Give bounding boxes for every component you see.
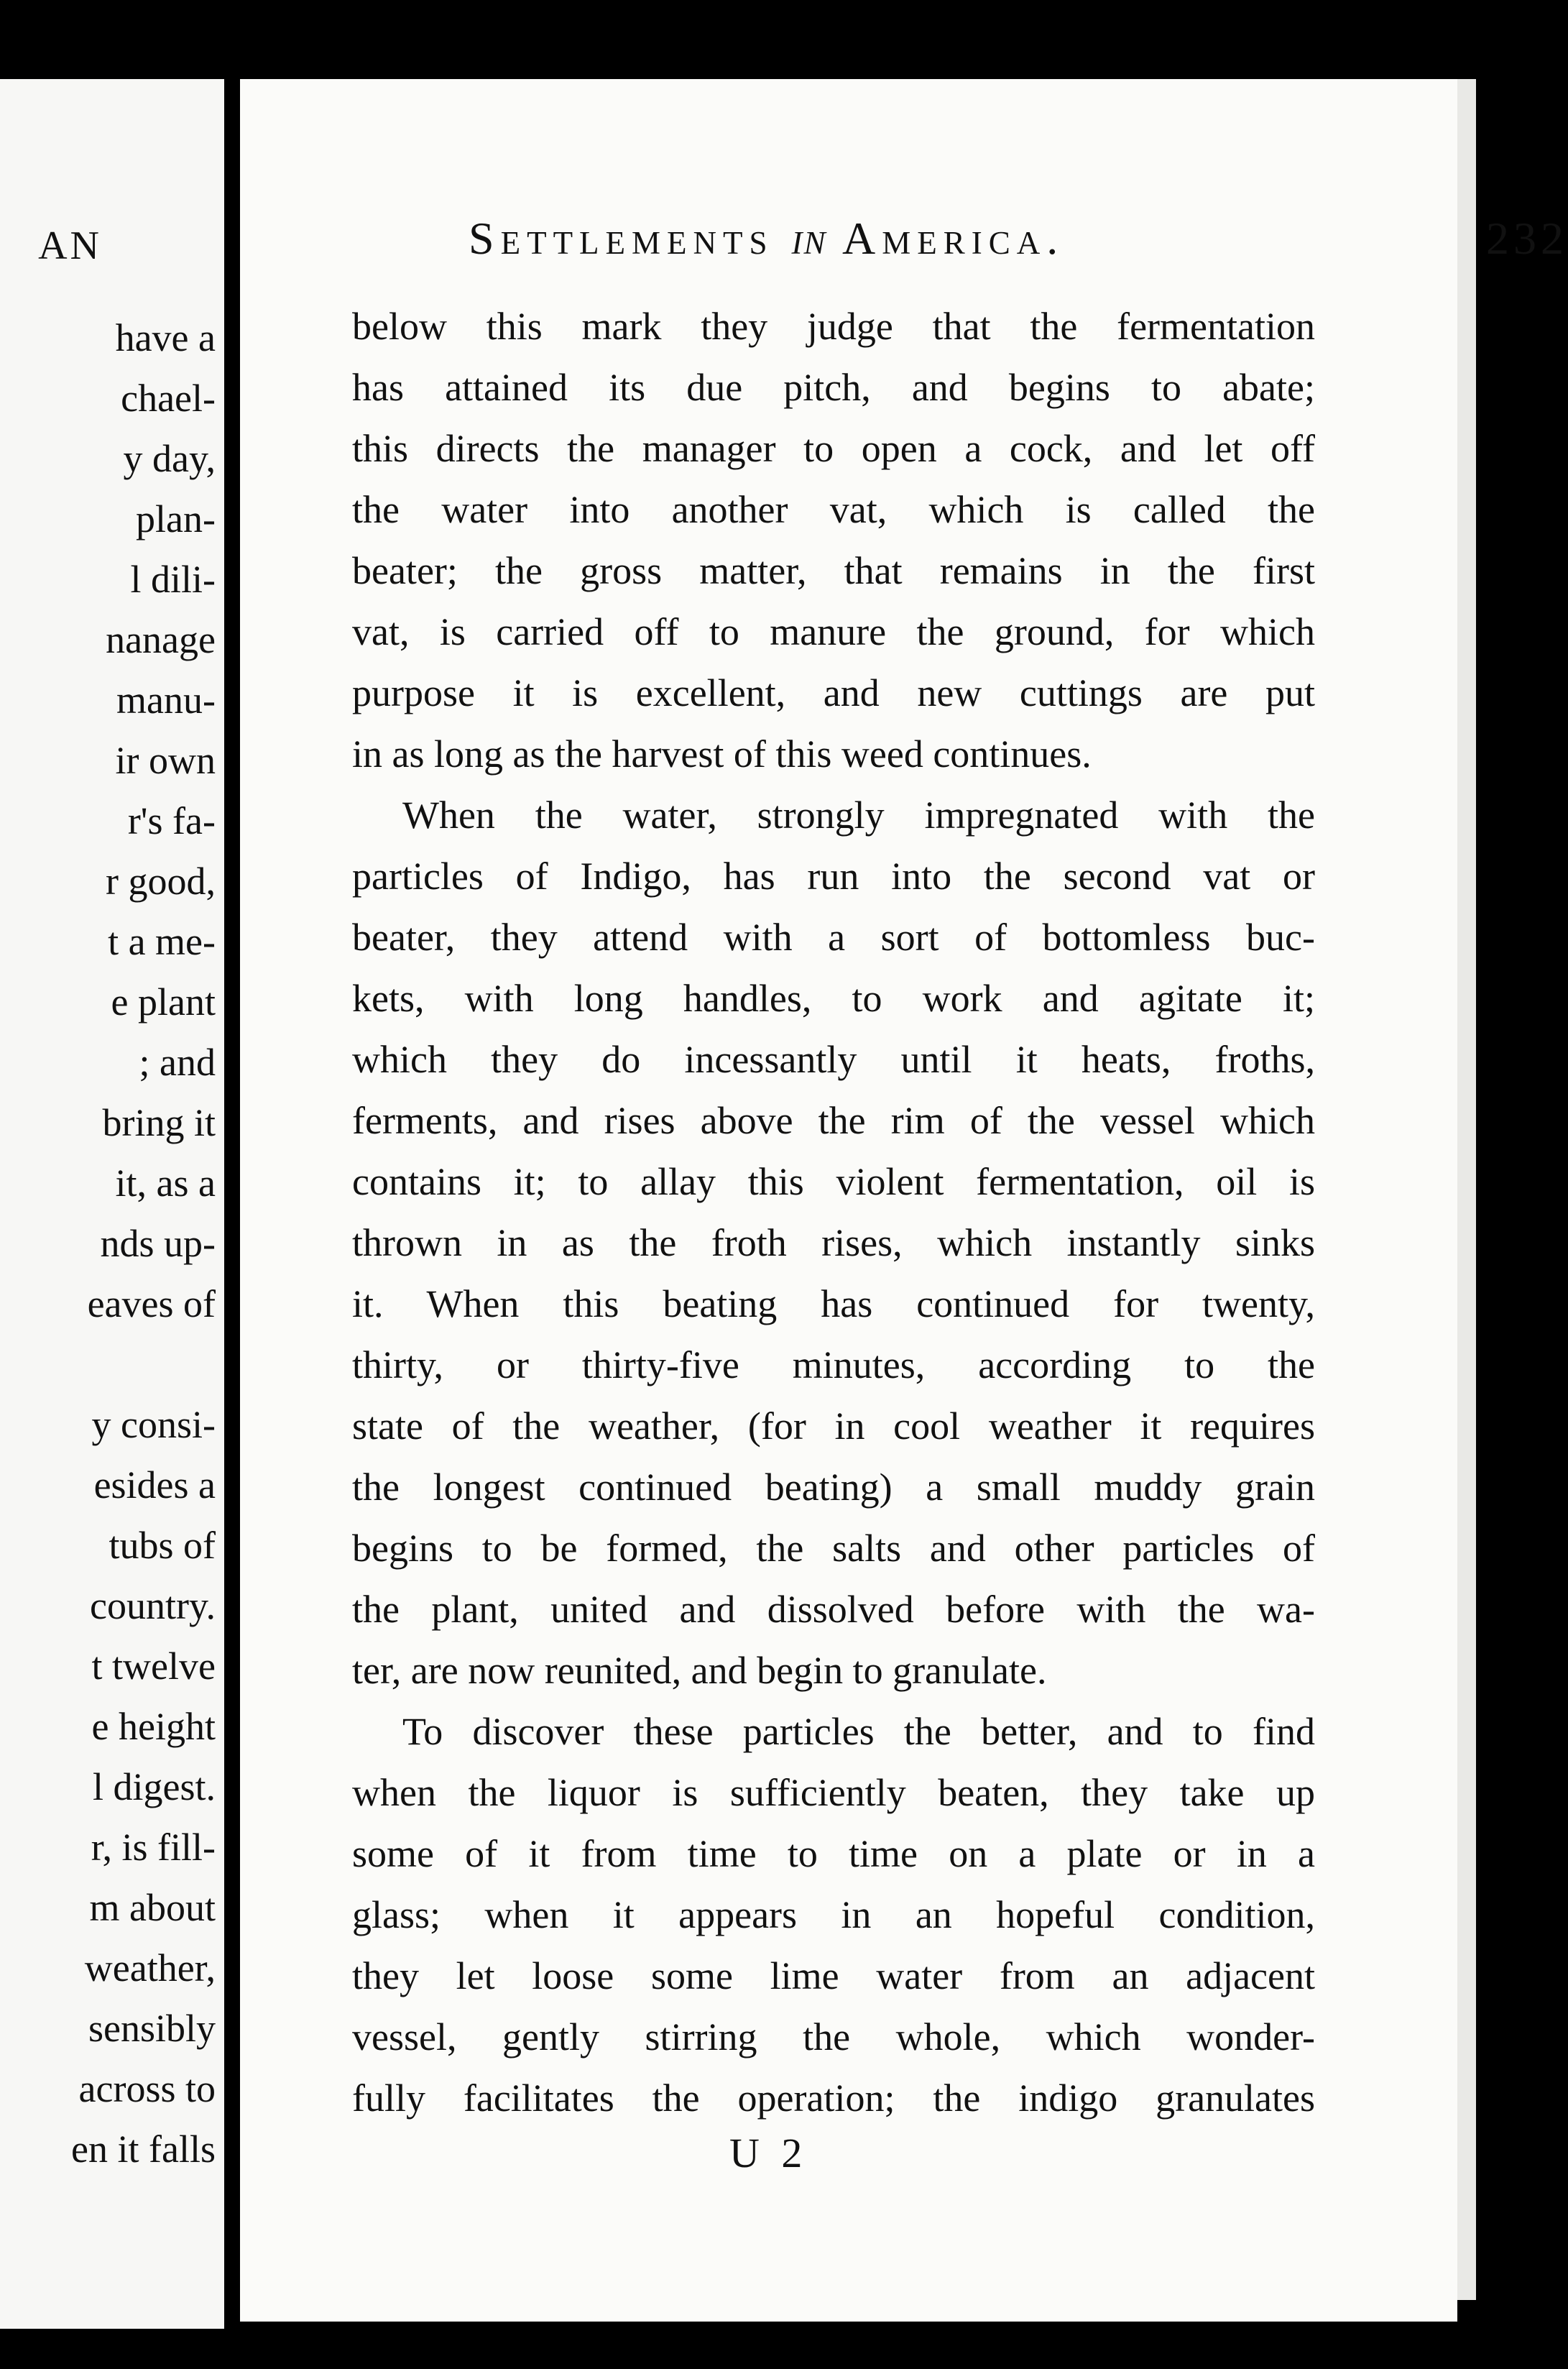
text-line: fully facilitates the operation; the indigo granulates [352,2076,1315,2120]
left-line: y consi- [91,1403,216,1446]
left-line: country. [90,1584,216,1627]
left-line: manu- [116,678,216,722]
text-line: ter, are now reunited, and begin to granulate. [352,1649,1047,1692]
left-line: eaves of [87,1282,216,1325]
page-edge [1457,79,1476,2300]
left-page-text [0,308,224,2179]
page-number: 232 [1486,213,1568,264]
left-line: ir own [115,739,216,782]
left-line: t a me- [108,920,216,963]
running-title-in: in [791,213,827,264]
left-line: m about [89,1886,216,1929]
text-line: beater, they attend with a sort of bottomless buc- [352,916,1315,959]
book-gutter [224,72,240,2336]
text-line: purpose it is excellent, and new cuttings are put [352,671,1315,714]
left-page [0,79,224,2329]
text-line: this directs the manager to open a cock, and let off [352,427,1315,470]
text-line: it. When this beating has continued for twenty, [352,1282,1315,1325]
left-line: sensibly [88,2007,216,2050]
text-line: the longest continued beating) a small muddy grain [352,1466,1315,1509]
left-line: bring it [102,1101,216,1144]
text-line: ferments, and rises above the rim of the vessel which [352,1099,1315,1142]
body-text [352,296,1315,2129]
left-line [0,1334,224,1394]
left-line: r, is fill- [91,1826,216,1869]
left-line: esides a [93,1463,216,1506]
text-line: kets, with long handles, to work and agitate it; [352,977,1315,1020]
running-title [469,212,1064,265]
left-line: it, as a [115,1162,216,1205]
text-line: thirty, or thirty-five minutes, according to the [352,1343,1315,1386]
text-line: the water into another vat, which is called the [352,488,1315,531]
text-line: vat, is carried off to manure the ground, for which [352,610,1315,653]
left-running-head-fragment: AN [38,224,102,268]
running-head [469,212,1568,291]
text-line: below this mark they judge that the fermentation [352,305,1315,348]
running-title-settlements: Settlements [469,213,774,264]
left-line: ; and [139,1041,216,1084]
left-line: across to [78,2067,216,2110]
left-line: l dili- [130,558,216,601]
left-line: e plant [111,980,216,1024]
text-line: thrown in as the froth rises, which instantly sinks [352,1221,1315,1264]
text-line: contains it; to allay this violent fermentation, oil is [352,1160,1315,1203]
left-line: y day, [123,437,216,480]
left-line: t twelve [91,1644,216,1688]
text-line: beater; the gross matter, that remains in the first [352,549,1315,592]
left-line: plan- [136,497,216,540]
left-line: nanage [106,618,216,661]
left-line: r's fa- [127,799,216,842]
text-line: glass; when it appears in an hopeful condition, [352,1893,1315,1936]
left-line: have a [115,316,216,359]
signature-mark: U 2 [729,2130,808,2176]
text-line: When the water, strongly impregnated with the [402,794,1315,837]
left-line: en it falls [71,2128,216,2171]
text-line: begins to be formed, the salts and other particles of [352,1527,1315,1570]
left-line: tubs of [109,1524,216,1567]
text-line: vessel, gently stirring the whole, which wonder- [352,2015,1315,2058]
text-line: the plant, united and dissolved before with the wa- [352,1588,1315,1631]
text-line: To discover these particles the better, and to find [402,1710,1315,1753]
text-line: some of it from time to time on a plate or in a [352,1832,1315,1875]
text-line: when the liquor is sufficiently beaten, they take up [352,1771,1315,1814]
text-line: they let loose some lime water from an adjacent [352,1954,1315,1997]
text-line: state of the weather, (for in cool weather it requires [352,1404,1315,1448]
running-title-america: America. [842,213,1065,264]
left-line: nds up- [100,1222,216,1265]
left-line: chael- [121,377,216,420]
text-line: particles of Indigo, has run into the second vat or [352,855,1315,898]
left-line: e height [91,1705,216,1748]
left-line: r good, [106,860,216,903]
text-line: has attained its due pitch, and begins to abate; [352,366,1315,409]
text-line: which they do incessantly until it heats, froths, [352,1038,1315,1081]
left-line: l digest. [93,1765,216,1808]
left-line: weather, [84,1946,216,1990]
text-line: in as long as the harvest of this weed continues. [352,732,1092,776]
